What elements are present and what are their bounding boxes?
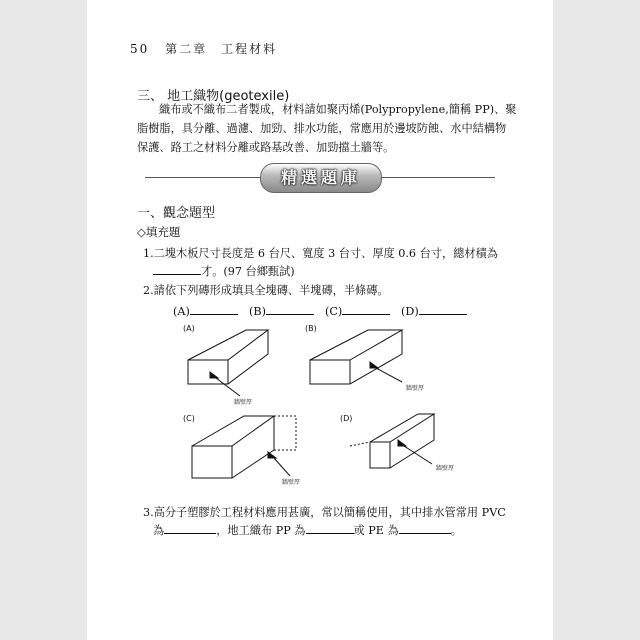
answer-blank[interactable] [399, 522, 451, 534]
wall-thickness-callout-c: 牆壁厚 [282, 479, 301, 486]
figure-label-d: (D) [340, 414, 353, 423]
banner-label: 精選題庫 [260, 163, 382, 193]
figure-label-c: (C) [183, 414, 195, 423]
part-title: 一、觀念題型 [137, 206, 216, 221]
page-header [130, 40, 277, 57]
answer-blank[interactable] [419, 303, 467, 315]
diamond-arrow-icon: ◇ [137, 225, 146, 239]
brick-d [350, 414, 434, 468]
question-1 [143, 245, 513, 281]
banner-rule-left [145, 177, 260, 178]
subpart-title: 填充題 [145, 225, 181, 239]
option-a [173, 303, 238, 318]
figure-label-a: (A) [183, 324, 195, 333]
option-label: (B) [249, 305, 266, 318]
question-3-text-a: 為 [153, 524, 165, 537]
option-d [401, 303, 467, 318]
option-label: (D) [401, 305, 419, 318]
section-body: 織布或不織布二者製成，材料請如聚丙烯(Polypropylene,簡稱 PP)、聚脂樹脂，具分離、過濾、加勁、排水功能，常應用於邊坡防蝕、水中結構物保護、路工之材料分離或路基改善、加勁擋土牆等。 [137, 103, 517, 154]
page-number: 50 [130, 42, 150, 56]
question-3-text-b: ，地工織布 PP 為 [216, 524, 306, 537]
question-2: 2.請依下列磚形成填具全塊磚、半塊磚，半條磚。 [143, 284, 389, 297]
option-label: (C) [325, 305, 343, 318]
question-3-text-c: 或 PE 為 [353, 524, 399, 537]
question-1-suffix: 才。(97 台鄉甄試) [201, 265, 295, 278]
brick-figure [170, 320, 510, 490]
chapter-title: 第二章 工程材料 [165, 42, 278, 56]
brick-a [188, 330, 268, 396]
option-label: (A) [173, 305, 190, 318]
answer-blank[interactable] [342, 303, 390, 315]
question-1-line1: 1.二塊木板尺寸長度是 6 台尺、寬度 3 台寸、厚度 0.6 台寸，總材積為 [143, 247, 498, 260]
answer-blank[interactable] [306, 522, 354, 534]
answer-blank[interactable] [266, 303, 314, 315]
question-3 [143, 504, 513, 540]
answer-blank[interactable] [153, 263, 201, 275]
question-3-line2 [143, 522, 513, 540]
subpart-heading [137, 224, 180, 240]
brick-b [310, 330, 402, 384]
answer-blank[interactable] [190, 303, 238, 315]
section-title: 三、 地工織物(geotexile) [137, 89, 290, 104]
option-b [249, 303, 314, 318]
question-3-line1: 3.高分子塑膠於工程材料應用甚廣，常以簡稱使用，其中排水管常用 PVC [143, 506, 506, 519]
figure-label-b: (B) [305, 324, 317, 333]
question-bank-banner [145, 163, 495, 193]
wall-thickness-callout-d: 牆壁厚 [436, 465, 455, 472]
banner-rule-right [380, 177, 495, 178]
wall-thickness-callout-a: 牆壁厚 [234, 399, 253, 406]
option-c [325, 303, 390, 318]
wall-thickness-callout-b: 牆壁厚 [406, 385, 425, 392]
question-1-line2 [143, 263, 513, 281]
question-3-text-d: 。 [450, 524, 462, 537]
brick-c [192, 416, 296, 478]
answer-blank[interactable] [164, 522, 216, 534]
